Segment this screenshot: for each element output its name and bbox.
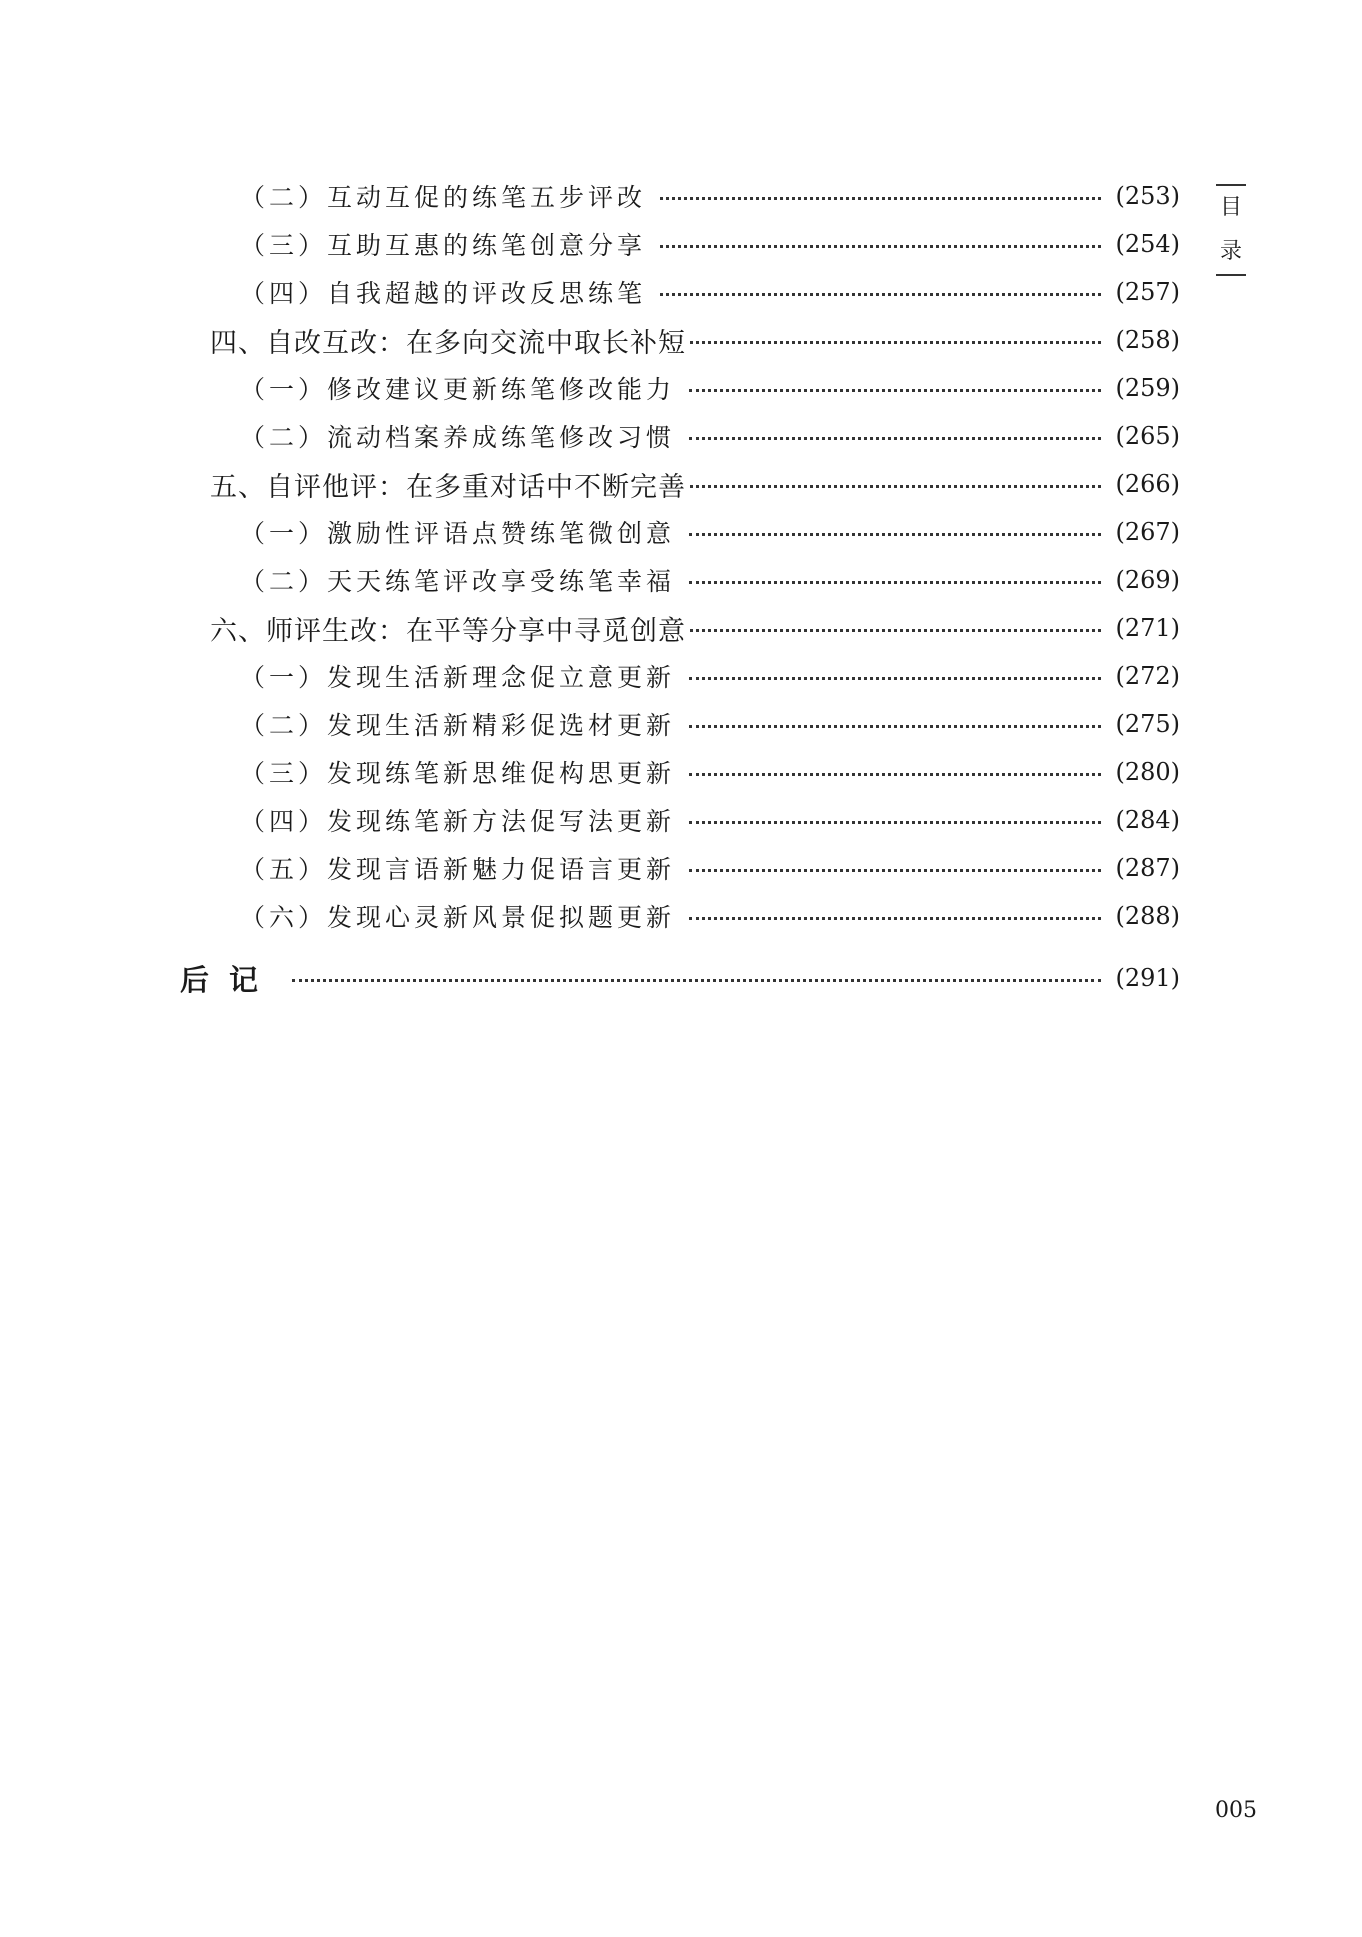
running-header-char-1: 目 bbox=[1219, 195, 1242, 220]
dot-leader bbox=[660, 197, 1101, 200]
toc-entry-page: (258) bbox=[1115, 326, 1180, 354]
dot-leader bbox=[689, 773, 1101, 776]
toc-entry-page: (254) bbox=[1115, 230, 1180, 258]
toc-entry-label: （五）发现言语新魅力促语言更新 bbox=[240, 855, 676, 884]
toc-entry-label: （四）自我超越的评改反思练笔 bbox=[240, 279, 647, 308]
dot-leader bbox=[689, 821, 1101, 824]
running-header bbox=[1213, 184, 1249, 276]
toc-entry-page: (269) bbox=[1115, 566, 1180, 594]
toc-entry[interactable] bbox=[180, 752, 1180, 792]
dot-leader bbox=[660, 293, 1101, 296]
toc-entry-label: （一）激励性评语点赞练笔微创意 bbox=[240, 519, 676, 548]
header-rule-bottom bbox=[1216, 274, 1246, 276]
toc-entry-page: (266) bbox=[1115, 470, 1180, 498]
toc-entry-label: （二）天天练笔评改享受练笔幸福 bbox=[240, 567, 676, 596]
toc-entry[interactable] bbox=[180, 608, 1180, 648]
toc-entry[interactable] bbox=[180, 560, 1180, 600]
toc-entry-label: （一）修改建议更新练笔修改能力 bbox=[240, 375, 676, 404]
dot-leader bbox=[689, 677, 1101, 680]
dot-leader bbox=[660, 245, 1101, 248]
toc-entry-label: 四、自改互改：在多向交流中取长补短 bbox=[210, 327, 686, 359]
dot-leader bbox=[690, 629, 1101, 632]
toc-entry[interactable] bbox=[180, 704, 1180, 744]
toc-entry-page: (267) bbox=[1115, 518, 1180, 546]
dot-leader bbox=[690, 341, 1101, 344]
toc-entry[interactable] bbox=[180, 896, 1180, 936]
toc-entry-label: （三）互助互惠的练笔创意分享 bbox=[240, 231, 647, 260]
toc-entry[interactable] bbox=[180, 176, 1180, 216]
dot-leader bbox=[689, 533, 1101, 536]
toc-entry-label: （一）发现生活新理念促立意更新 bbox=[240, 663, 676, 692]
dot-leader bbox=[689, 725, 1101, 728]
toc-entry-page: (272) bbox=[1115, 662, 1180, 690]
dot-leader bbox=[689, 437, 1101, 440]
toc-entry-label: （二）发现生活新精彩促选材更新 bbox=[240, 711, 676, 740]
dot-leader bbox=[690, 485, 1101, 488]
dot-leader bbox=[292, 979, 1101, 982]
toc-entry[interactable] bbox=[180, 272, 1180, 312]
toc-entry-page: (287) bbox=[1115, 854, 1180, 882]
toc-entry[interactable] bbox=[180, 656, 1180, 696]
toc-entry[interactable] bbox=[180, 800, 1180, 840]
toc-entry[interactable] bbox=[180, 416, 1180, 456]
toc-entry[interactable] bbox=[180, 368, 1180, 408]
toc-entry-label: （六）发现心灵新风景促拟题更新 bbox=[240, 903, 676, 932]
toc-entry[interactable] bbox=[180, 224, 1180, 264]
toc-entry-label: （四）发现练笔新方法促写法更新 bbox=[240, 807, 676, 836]
toc-entry-label: （二）互动互促的练笔五步评改 bbox=[240, 183, 647, 212]
toc-entry[interactable] bbox=[180, 320, 1180, 360]
toc-entry[interactable] bbox=[180, 464, 1180, 504]
running-header-char-2: 录 bbox=[1219, 239, 1242, 264]
dot-leader bbox=[689, 581, 1101, 584]
toc-entry-page: (291) bbox=[1115, 964, 1180, 992]
dot-leader bbox=[689, 869, 1101, 872]
toc-entry-page: (280) bbox=[1115, 758, 1180, 786]
toc-entry-page: (275) bbox=[1115, 710, 1180, 738]
toc-entry-label: 六、师评生改：在平等分享中寻觅创意 bbox=[210, 615, 686, 647]
toc-entry-page: (284) bbox=[1115, 806, 1180, 834]
toc-entry-label: 五、自评他评：在多重对话中不断完善 bbox=[210, 471, 686, 503]
toc-entry-page: (288) bbox=[1115, 902, 1180, 930]
toc-entry-label: 后记 bbox=[180, 962, 279, 997]
page-number: 005 bbox=[1215, 1798, 1257, 1823]
toc-entry[interactable] bbox=[180, 512, 1180, 552]
dot-leader bbox=[689, 389, 1101, 392]
toc-entry-afterword[interactable] bbox=[180, 958, 1180, 998]
toc-entry-page: (257) bbox=[1115, 278, 1180, 306]
toc-entry-page: (271) bbox=[1115, 614, 1180, 642]
toc-entry[interactable] bbox=[180, 848, 1180, 888]
toc-entry-page: (253) bbox=[1115, 182, 1180, 210]
toc-entry-page: (265) bbox=[1115, 422, 1180, 450]
toc-entry-label: （三）发现练笔新思维促构思更新 bbox=[240, 759, 676, 788]
dot-leader bbox=[689, 917, 1101, 920]
toc-entry-label: （二）流动档案养成练笔修改习惯 bbox=[240, 423, 676, 452]
toc-entry-page: (259) bbox=[1115, 374, 1180, 402]
